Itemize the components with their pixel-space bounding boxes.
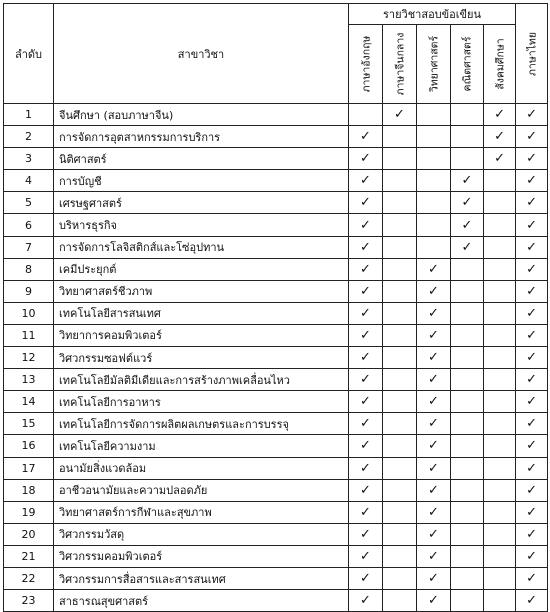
empty-cell <box>383 258 417 280</box>
empty-cell <box>484 501 516 523</box>
table-row <box>4 258 548 280</box>
empty-cell <box>383 170 417 192</box>
table-row <box>4 302 548 324</box>
check-mark-icon: ✓ <box>516 324 548 346</box>
check-mark-icon: ✓ <box>349 413 383 435</box>
empty-cell <box>451 523 484 545</box>
program-name: เทคโนโลยีสารสนเทศ <box>54 302 349 324</box>
check-mark-icon: ✓ <box>516 280 548 302</box>
check-mark-icon: ✓ <box>349 567 383 589</box>
program-name: สาธารณสุขศาสตร์ <box>54 590 349 612</box>
check-mark-icon: ✓ <box>484 126 516 148</box>
check-mark-icon: ✓ <box>516 567 548 589</box>
empty-cell <box>484 391 516 413</box>
row-number: 14 <box>4 391 54 413</box>
program-name: จีนศึกษา (สอบภาษาจีน) <box>54 104 349 126</box>
check-mark-icon: ✓ <box>349 590 383 612</box>
program-name: เคมีประยุกต์ <box>54 258 349 280</box>
check-mark-icon: ✓ <box>417 435 451 457</box>
check-mark-icon: ✓ <box>516 523 548 545</box>
row-number: 5 <box>4 192 54 214</box>
check-mark-icon: ✓ <box>516 391 548 413</box>
empty-cell <box>383 214 417 236</box>
check-mark-icon: ✓ <box>349 435 383 457</box>
check-mark-icon: ✓ <box>349 302 383 324</box>
empty-cell <box>484 479 516 501</box>
table-row <box>4 391 548 413</box>
check-mark-icon: ✓ <box>349 236 383 258</box>
empty-cell <box>383 302 417 324</box>
program-name: การจัดการอุตสาหกรรมการบริการ <box>54 126 349 148</box>
check-mark-icon: ✓ <box>349 501 383 523</box>
empty-cell <box>383 148 417 170</box>
check-mark-icon: ✓ <box>516 302 548 324</box>
empty-cell <box>484 369 516 391</box>
check-mark-icon: ✓ <box>516 545 548 567</box>
check-mark-icon: ✓ <box>417 590 451 612</box>
empty-cell <box>383 457 417 479</box>
empty-cell <box>383 501 417 523</box>
table-row <box>4 457 548 479</box>
check-mark-icon: ✓ <box>349 258 383 280</box>
program-name: วิศวกรรมคอมพิวเตอร์ <box>54 545 349 567</box>
table-row <box>4 170 548 192</box>
table-row <box>4 347 548 369</box>
check-mark-icon: ✓ <box>349 324 383 346</box>
row-number: 13 <box>4 369 54 391</box>
table-row <box>4 104 548 126</box>
check-mark-icon: ✓ <box>451 236 484 258</box>
row-number: 12 <box>4 347 54 369</box>
check-mark-icon: ✓ <box>516 435 548 457</box>
check-mark-icon: ✓ <box>516 148 548 170</box>
empty-cell <box>383 523 417 545</box>
check-mark-icon: ✓ <box>484 104 516 126</box>
empty-cell <box>417 236 451 258</box>
empty-cell <box>484 545 516 567</box>
check-mark-icon: ✓ <box>417 567 451 589</box>
empty-cell <box>484 258 516 280</box>
check-mark-icon: ✓ <box>516 236 548 258</box>
check-mark-icon: ✓ <box>417 324 451 346</box>
table-row <box>4 413 548 435</box>
check-mark-icon: ✓ <box>417 501 451 523</box>
empty-cell <box>451 369 484 391</box>
empty-cell <box>451 347 484 369</box>
check-mark-icon: ✓ <box>516 501 548 523</box>
empty-cell <box>383 391 417 413</box>
program-name: อาชีวอนามัยและความปลอดภัย <box>54 479 349 501</box>
check-mark-icon: ✓ <box>349 347 383 369</box>
check-mark-icon: ✓ <box>417 369 451 391</box>
check-mark-icon: ✓ <box>516 258 548 280</box>
empty-cell <box>383 545 417 567</box>
empty-cell <box>451 391 484 413</box>
check-mark-icon: ✓ <box>516 479 548 501</box>
row-number: 3 <box>4 148 54 170</box>
table-row <box>4 435 548 457</box>
empty-cell <box>451 104 484 126</box>
empty-cell <box>484 302 516 324</box>
empty-cell <box>451 435 484 457</box>
empty-cell <box>451 126 484 148</box>
empty-cell <box>383 479 417 501</box>
empty-cell <box>417 192 451 214</box>
empty-cell <box>383 126 417 148</box>
exam-subjects-table <box>3 3 548 612</box>
row-number: 15 <box>4 413 54 435</box>
check-mark-icon: ✓ <box>516 104 548 126</box>
empty-cell <box>451 413 484 435</box>
table-row <box>4 369 548 391</box>
program-name: วิศวกรรมวัสดุ <box>54 523 349 545</box>
check-mark-icon: ✓ <box>516 457 548 479</box>
empty-cell <box>383 435 417 457</box>
check-mark-icon: ✓ <box>417 391 451 413</box>
row-number: 23 <box>4 590 54 612</box>
check-mark-icon: ✓ <box>417 302 451 324</box>
table-row <box>4 545 548 567</box>
check-mark-icon: ✓ <box>516 214 548 236</box>
empty-cell <box>451 590 484 612</box>
table-row <box>4 214 548 236</box>
program-name: วิทยาศาสตร์ชีวภาพ <box>54 280 349 302</box>
header-subject-social: สังคมศึกษา <box>484 25 516 104</box>
check-mark-icon: ✓ <box>484 148 516 170</box>
check-mark-icon: ✓ <box>451 192 484 214</box>
check-mark-icon: ✓ <box>383 104 417 126</box>
row-number: 2 <box>4 126 54 148</box>
row-number: 17 <box>4 457 54 479</box>
empty-cell <box>451 302 484 324</box>
empty-cell <box>383 413 417 435</box>
check-mark-icon: ✓ <box>349 192 383 214</box>
empty-cell <box>383 567 417 589</box>
program-name: เทคโนโลยีการจัดการผลิตผลเกษตรและการบรรจุ <box>54 413 349 435</box>
table-row <box>4 126 548 148</box>
empty-cell <box>417 126 451 148</box>
empty-cell <box>451 280 484 302</box>
empty-cell <box>383 324 417 346</box>
check-mark-icon: ✓ <box>349 280 383 302</box>
check-mark-icon: ✓ <box>417 523 451 545</box>
check-mark-icon: ✓ <box>349 523 383 545</box>
program-name: การบัญชี <box>54 170 349 192</box>
check-mark-icon: ✓ <box>516 126 548 148</box>
empty-cell <box>484 347 516 369</box>
empty-cell <box>484 192 516 214</box>
check-mark-icon: ✓ <box>349 126 383 148</box>
check-mark-icon: ✓ <box>451 170 484 192</box>
empty-cell <box>451 258 484 280</box>
empty-cell <box>484 236 516 258</box>
check-mark-icon: ✓ <box>451 214 484 236</box>
check-mark-icon: ✓ <box>417 457 451 479</box>
empty-cell <box>484 457 516 479</box>
empty-cell <box>451 479 484 501</box>
check-mark-icon: ✓ <box>349 214 383 236</box>
header-subject-thai: ภาษาไทย <box>516 4 548 104</box>
row-number: 21 <box>4 545 54 567</box>
empty-cell <box>451 545 484 567</box>
row-number: 10 <box>4 302 54 324</box>
check-mark-icon: ✓ <box>349 148 383 170</box>
check-mark-icon: ✓ <box>349 545 383 567</box>
table-row <box>4 567 548 589</box>
check-mark-icon: ✓ <box>417 545 451 567</box>
table-row <box>4 192 548 214</box>
table-row <box>4 479 548 501</box>
header-order: ลำดับ <box>4 4 54 104</box>
empty-cell <box>484 324 516 346</box>
empty-cell <box>451 501 484 523</box>
empty-cell <box>484 280 516 302</box>
header-subject-science: วิทยาศาสตร์ <box>417 25 451 104</box>
program-name: การจัดการโลจิสติกส์และโซ่อุปทาน <box>54 236 349 258</box>
row-number: 4 <box>4 170 54 192</box>
empty-cell <box>484 590 516 612</box>
empty-cell <box>383 280 417 302</box>
row-number: 20 <box>4 523 54 545</box>
program-name: วิทยาศาสตร์การกีฬาและสุขภาพ <box>54 501 349 523</box>
check-mark-icon: ✓ <box>417 479 451 501</box>
row-number: 19 <box>4 501 54 523</box>
check-mark-icon: ✓ <box>417 347 451 369</box>
row-number: 8 <box>4 258 54 280</box>
check-mark-icon: ✓ <box>349 369 383 391</box>
empty-cell <box>484 413 516 435</box>
empty-cell <box>484 170 516 192</box>
empty-cell <box>383 236 417 258</box>
table-row <box>4 523 548 545</box>
header-subject-english: ภาษาอังกฤษ <box>349 25 383 104</box>
check-mark-icon: ✓ <box>349 479 383 501</box>
empty-cell <box>451 567 484 589</box>
header-subject-math: คณิตศาสตร์ <box>451 25 484 104</box>
program-name: เทคโนโลยีมัลติมีเดียและการสร้างภาพเคลื่อนไหว <box>54 369 349 391</box>
row-number: 9 <box>4 280 54 302</box>
empty-cell <box>349 104 383 126</box>
table-row <box>4 501 548 523</box>
check-mark-icon: ✓ <box>516 369 548 391</box>
empty-cell <box>383 369 417 391</box>
program-name: วิศวกรรมการสื่อสารและสารสนเทศ <box>54 567 349 589</box>
empty-cell <box>417 170 451 192</box>
program-name: อนามัยสิ่งแวดล้อม <box>54 457 349 479</box>
empty-cell <box>417 214 451 236</box>
program-name: บริหารธุรกิจ <box>54 214 349 236</box>
empty-cell <box>484 523 516 545</box>
check-mark-icon: ✓ <box>516 170 548 192</box>
check-mark-icon: ✓ <box>417 280 451 302</box>
check-mark-icon: ✓ <box>516 413 548 435</box>
check-mark-icon: ✓ <box>417 413 451 435</box>
header-subject-chinese: ภาษาจีนกลาง <box>383 25 417 104</box>
empty-cell <box>451 457 484 479</box>
row-number: 22 <box>4 567 54 589</box>
check-mark-icon: ✓ <box>516 590 548 612</box>
program-name: วิทยาการคอมพิวเตอร์ <box>54 324 349 346</box>
row-number: 18 <box>4 479 54 501</box>
table-row <box>4 280 548 302</box>
check-mark-icon: ✓ <box>349 391 383 413</box>
row-number: 6 <box>4 214 54 236</box>
empty-cell <box>383 347 417 369</box>
table-row <box>4 590 548 612</box>
empty-cell <box>484 214 516 236</box>
header-written-exam-group: รายวิชาสอบข้อเขียน <box>349 4 516 25</box>
check-mark-icon: ✓ <box>349 457 383 479</box>
table-row <box>4 324 548 346</box>
check-mark-icon: ✓ <box>516 192 548 214</box>
empty-cell <box>451 324 484 346</box>
row-number: 16 <box>4 435 54 457</box>
row-number: 7 <box>4 236 54 258</box>
empty-cell <box>484 435 516 457</box>
program-name: เศรษฐศาสตร์ <box>54 192 349 214</box>
program-name: เทคโนโลยีการอาหาร <box>54 391 349 413</box>
program-name: วิศวกรรมซอฟต์แวร์ <box>54 347 349 369</box>
header-program: สาขาวิชา <box>54 4 349 104</box>
empty-cell <box>484 567 516 589</box>
row-number: 1 <box>4 104 54 126</box>
table-row <box>4 148 548 170</box>
program-name: เทคโนโลยีความงาม <box>54 435 349 457</box>
empty-cell <box>383 590 417 612</box>
program-name: นิติศาสตร์ <box>54 148 349 170</box>
check-mark-icon: ✓ <box>417 258 451 280</box>
empty-cell <box>417 104 451 126</box>
table-row <box>4 236 548 258</box>
check-mark-icon: ✓ <box>349 170 383 192</box>
empty-cell <box>417 148 451 170</box>
empty-cell <box>383 192 417 214</box>
check-mark-icon: ✓ <box>516 347 548 369</box>
row-number: 11 <box>4 324 54 346</box>
empty-cell <box>451 148 484 170</box>
